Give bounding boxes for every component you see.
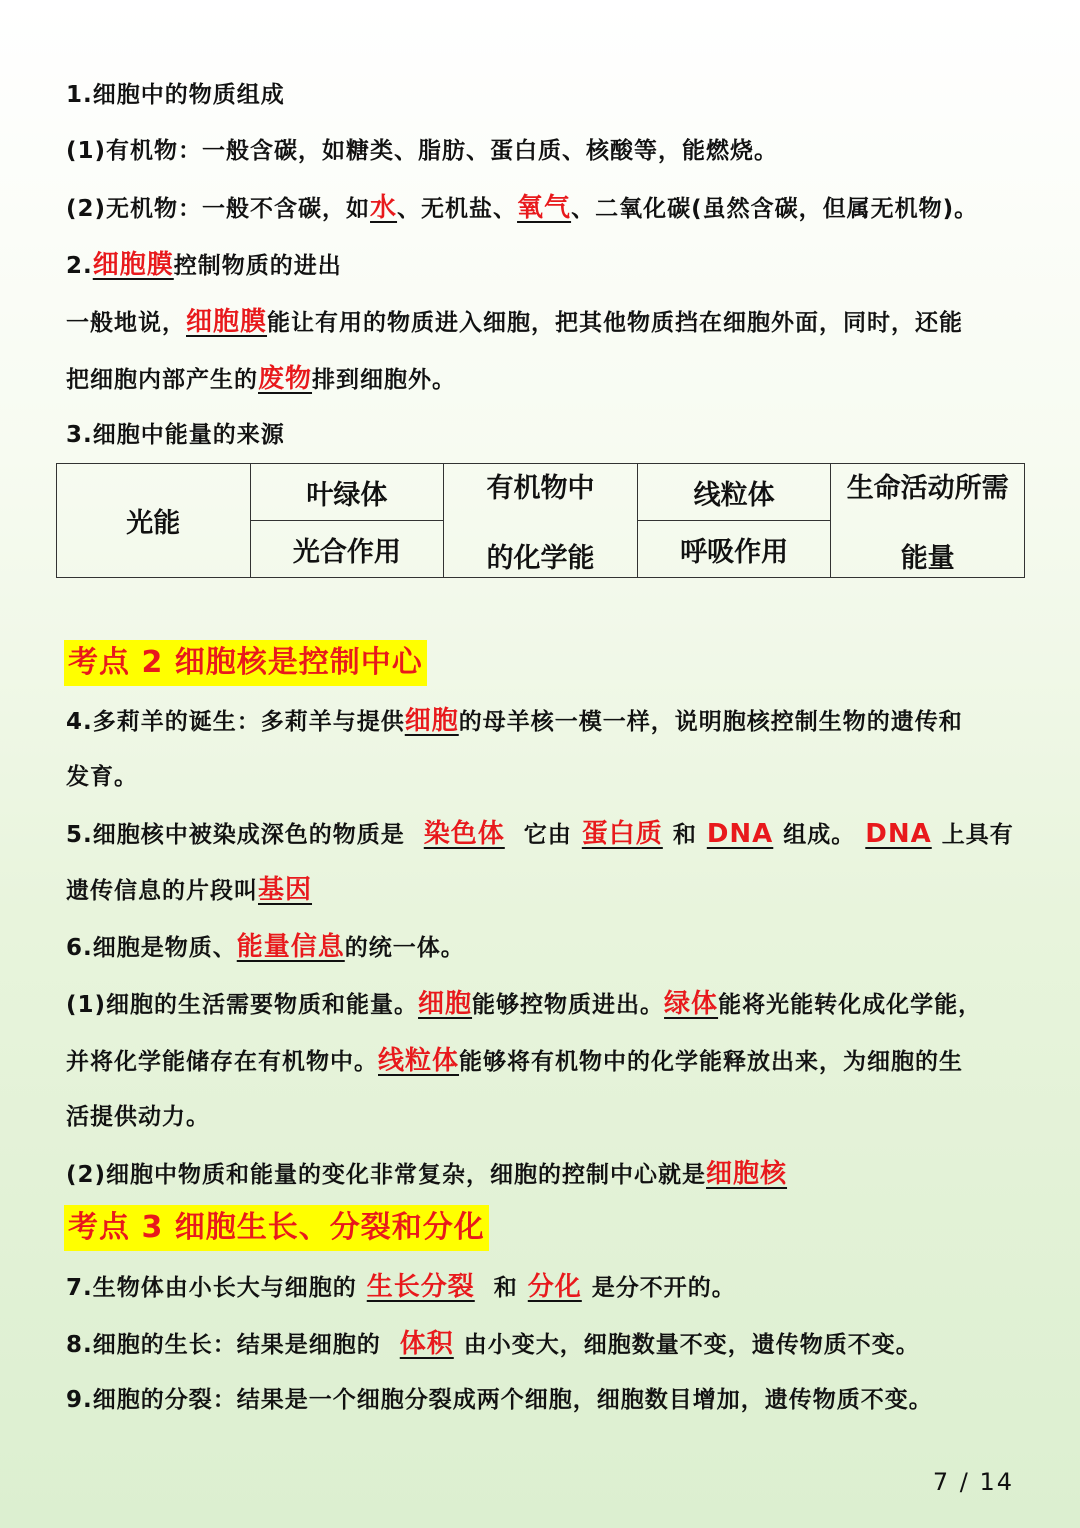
answer-chloroplast: 绿体: [664, 989, 719, 1019]
cell-photosynthesis: 光合作用: [250, 521, 444, 578]
section-2-title: 2.细胞膜控制物质的进出: [66, 250, 342, 280]
energy-paragraph-3: 活提供动力。: [66, 1104, 210, 1130]
answer-water: 水: [370, 193, 398, 223]
answer-energy-info: 能量信息: [236, 932, 345, 962]
answer-cell-membrane-2: 细胞膜: [186, 307, 268, 337]
answer-gene: 基因: [258, 875, 313, 905]
answer-cell-2: 细胞: [418, 989, 473, 1019]
dolly-line: 4.多莉羊的诞生：多莉羊与提供细胞的母羊核一模一样，说明胞核控制生物的遗传和: [66, 706, 963, 736]
answer-growth-division: 生长分裂: [366, 1272, 475, 1302]
cell-division-line: 9.细胞的分裂：结果是一个细胞分裂成两个细胞，细胞数目增加，遗传物质不变。: [66, 1387, 933, 1413]
inorganic-line: (2)无机物：一般不含碳，如水、无机盐、氧气、二氧化碳(虽然含碳，但属无机物)。: [66, 193, 979, 223]
answer-dna: DNA: [706, 819, 774, 849]
answer-volume: 体积: [399, 1329, 454, 1359]
section-3-title: 3.细胞中能量的来源: [66, 422, 285, 448]
answer-differentiation: 分化: [527, 1272, 582, 1302]
answer-dna-2: DNA: [865, 819, 932, 849]
unity-line: 6.细胞是物质、能量信息的统一体。: [66, 932, 465, 962]
energy-paragraph-1: (1)细胞的生活需要物质和能量。细胞能够控物质进出。绿体能将光能转化成化学能，: [66, 989, 983, 1019]
section-1-title: 1.细胞中的物质组成: [66, 82, 285, 108]
membrane-paragraph-1: 一般地说，细胞膜能让有用的物质进入细胞，把其他物质挡在细胞外面，同时，还能: [66, 307, 964, 337]
answer-protein: 蛋白质: [581, 819, 663, 849]
cell-mitochondria: 线粒体: [637, 464, 831, 521]
answer-mitochondria: 线粒体: [378, 1046, 460, 1076]
cell-chemical-energy: 有机物中 的化学能: [444, 464, 638, 578]
answer-oxygen: 氧气: [517, 193, 572, 223]
organic-line: (1)有机物：一般含碳，如糖类、脂肪、蛋白质、核酸等，能燃烧。: [66, 138, 779, 164]
topic-3-heading: 考点 3 细胞生长、分裂和分化: [64, 1205, 489, 1251]
growth-line: 7.生物体由小长大与细胞的 生长分裂 和 分化 是分不开的。: [66, 1272, 736, 1302]
answer-waste: 废物: [258, 364, 313, 394]
membrane-paragraph-2: 把细胞内部产生的废物排到细胞外。: [66, 364, 457, 394]
dolly-line-cont: 发育。: [66, 764, 138, 790]
answer-cell: 细胞: [404, 706, 459, 736]
energy-paragraph-2: 并将化学能储存在有机物中。线粒体能够将有机物中的化学能释放出来，为细胞的生: [66, 1046, 964, 1076]
answer-cell-membrane: 细胞膜: [92, 250, 174, 280]
cell-life-energy: 生命活动所需 能量: [831, 464, 1025, 578]
cell-light-energy: 光能: [57, 464, 251, 578]
energy-source-table: [56, 463, 1025, 578]
control-center-line: (2)细胞中物质和能量的变化非常复杂，细胞的控制中心就是细胞核: [66, 1159, 788, 1189]
cell-growth-line: 8.细胞的生长：结果是细胞的 体积 由小变大，细胞数量不变，遗传物质不变。: [66, 1329, 920, 1359]
gene-line: 遗传信息的片段叫基因: [66, 875, 313, 905]
topic-2-heading: 考点 2 细胞核是控制中心: [64, 640, 427, 686]
chromosome-line: 5.细胞核中被染成深色的物质是 染色体 它由 蛋白质 和 DNA 组成。 DNA 上具有: [66, 819, 1014, 849]
cell-respiration: 呼吸作用: [637, 521, 831, 578]
answer-chromosome: 染色体: [423, 819, 505, 849]
cell-chloroplast: 叶绿体: [250, 464, 444, 521]
answer-nucleus: 细胞核: [706, 1159, 788, 1189]
page-number: 7 / 14: [932, 1468, 1014, 1496]
